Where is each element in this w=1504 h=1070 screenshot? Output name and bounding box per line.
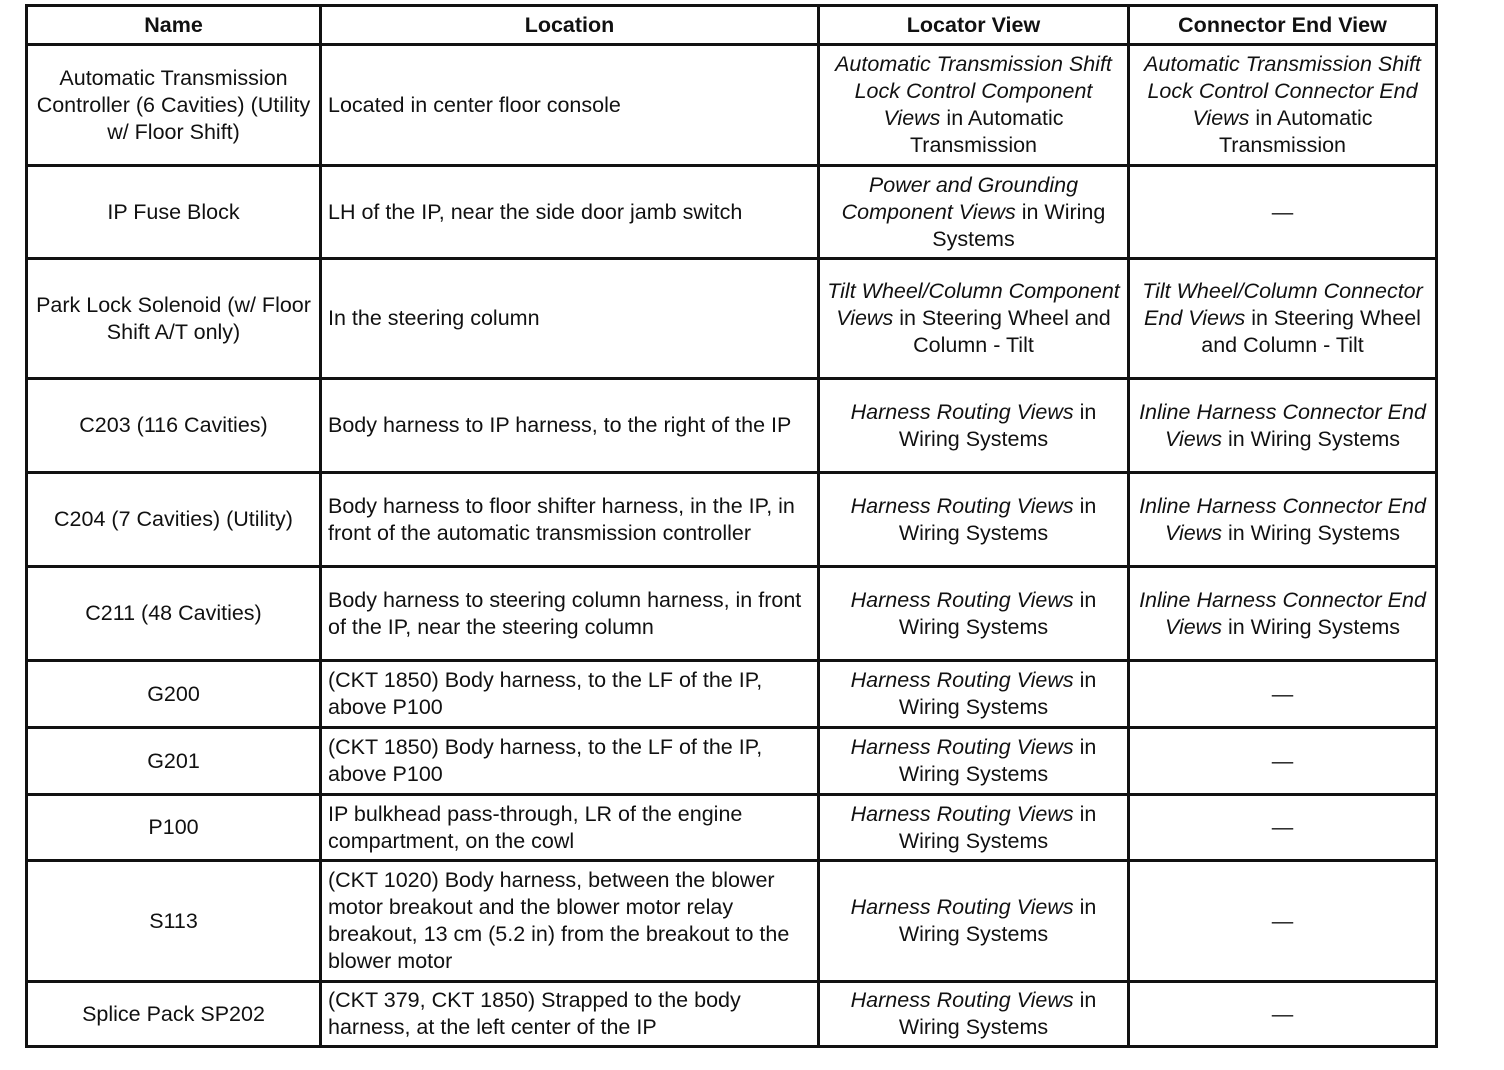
cell-name: C211 (48 Cavities) <box>27 567 321 661</box>
locator-view-section: in Steering Wheel and Column - Tilt <box>893 306 1111 357</box>
table-row <box>27 379 1437 473</box>
table-row <box>27 45 1437 166</box>
cell-connector-end-view <box>1129 567 1437 661</box>
connector-view-section: — <box>1271 815 1294 839</box>
cell-location: Located in center floor console <box>321 45 819 166</box>
connector-view-section: in Wiring Systems <box>1221 520 1400 545</box>
table-row <box>27 259 1437 379</box>
table-row <box>27 861 1437 982</box>
locator-view-title: Harness Routing Views <box>850 801 1074 826</box>
cell-location: (CKT 379, CKT 1850) Strapped to the body harness, at the left center of the IP <box>321 982 819 1047</box>
connector-view-title: Automatic Transmission Shift Lock Control Connector End Views <box>1144 52 1421 130</box>
cell-connector-end-view <box>1129 259 1437 379</box>
locator-view-section: in Wiring Systems <box>898 735 1097 786</box>
cell-locator-view <box>819 795 1129 861</box>
cell-location: LH of the IP, near the side door jamb switch <box>321 166 819 259</box>
header-name: Name <box>27 6 321 45</box>
connector-view-title: Inline Harness Connector End Views <box>1139 493 1426 545</box>
cell-connector-end-view <box>1129 379 1437 473</box>
cell-locator-view <box>819 259 1129 379</box>
connector-view-section: in Wiring Systems <box>1221 614 1400 639</box>
cell-locator-view <box>819 45 1129 166</box>
connector-view-section: — <box>1271 681 1294 706</box>
locator-view-section: in Wiring Systems <box>898 587 1097 639</box>
cell-locator-view <box>819 982 1129 1047</box>
cell-name: G201 <box>27 728 321 795</box>
locator-view-section: in Wiring Systems <box>932 199 1106 251</box>
cell-connector-end-view <box>1129 982 1437 1047</box>
table-row <box>27 728 1437 795</box>
cell-name: G200 <box>27 661 321 728</box>
locator-view-title: Harness Routing Views <box>850 988 1074 1012</box>
connector-view-title: Inline Harness Connector End Views <box>1139 399 1426 451</box>
cell-name: IP Fuse Block <box>27 166 321 259</box>
connector-view-section: — <box>1271 748 1294 773</box>
cell-locator-view <box>819 166 1129 259</box>
cell-connector-end-view <box>1129 661 1437 728</box>
cell-name: S113 <box>27 861 321 982</box>
cell-connector-end-view <box>1129 861 1437 982</box>
locator-view-title: Harness Routing Views <box>850 399 1074 424</box>
locator-view-title: Tilt Wheel/Column Component Views <box>827 279 1120 330</box>
cell-connector-end-view <box>1129 473 1437 567</box>
component-locator-table <box>25 4 1438 1048</box>
cell-locator-view <box>819 861 1129 982</box>
connector-view-section: in Wiring Systems <box>1221 426 1400 451</box>
cell-location: Body harness to IP harness, to the right of the IP <box>321 379 819 473</box>
cell-location: In the steering column <box>321 259 819 379</box>
table-row <box>27 567 1437 661</box>
locator-view-section: in Wiring Systems <box>898 399 1097 451</box>
cell-name: C203 (116 Cavities) <box>27 379 321 473</box>
cell-location: (CKT 1020) Body harness, between the blower motor breakout and the blower motor relay breakout, 13 cm (5.2 in) from the breakout to the blower motor <box>321 861 819 982</box>
cell-locator-view <box>819 661 1129 728</box>
cell-location: Body harness to floor shifter harness, in the IP, in front of the automatic transmission controller <box>321 473 819 567</box>
cell-name: Splice Pack SP202 <box>27 982 321 1047</box>
locator-view-title: Automatic Transmission Shift Lock Control Component Views <box>835 52 1112 130</box>
cell-location: Body harness to steering column harness, in front of the IP, near the steering column <box>321 567 819 661</box>
connector-view-title: Inline Harness Connector End Views <box>1139 587 1426 639</box>
cell-location: (CKT 1850) Body harness, to the LF of the IP, above P100 <box>321 728 819 795</box>
locator-view-title: Harness Routing Views <box>850 895 1074 919</box>
cell-locator-view <box>819 567 1129 661</box>
locator-view-title: Harness Routing Views <box>850 735 1074 759</box>
locator-view-section: in Wiring Systems <box>898 668 1097 719</box>
cell-location: (CKT 1850) Body harness, to the LF of the IP, above P100 <box>321 661 819 728</box>
connector-view-section: in Steering Wheel and Column - Tilt <box>1201 306 1421 357</box>
table-row <box>27 473 1437 567</box>
cell-name: Automatic Transmission Controller (6 Cavities) (Utility w/ Floor Shift) <box>27 45 321 166</box>
header-row <box>27 6 1437 45</box>
connector-view-section: — <box>1271 908 1294 933</box>
connector-view-section: — <box>1271 1001 1294 1026</box>
cell-name: Park Lock Solenoid (w/ Floor Shift A/T only) <box>27 259 321 379</box>
header-locator-view: Locator View <box>819 6 1129 45</box>
cell-locator-view <box>819 379 1129 473</box>
cell-connector-end-view <box>1129 166 1437 259</box>
cell-name: P100 <box>27 795 321 861</box>
locator-view-section: in Wiring Systems <box>898 988 1097 1039</box>
cell-locator-view <box>819 473 1129 567</box>
cell-connector-end-view <box>1129 728 1437 795</box>
cell-connector-end-view <box>1129 795 1437 861</box>
table-row <box>27 166 1437 259</box>
locator-view-section: in Wiring Systems <box>898 801 1097 853</box>
locator-view-section: in Wiring Systems <box>898 895 1097 946</box>
connector-view-section: — <box>1271 199 1294 224</box>
locator-view-title: Harness Routing Views <box>850 668 1074 692</box>
cell-locator-view <box>819 728 1129 795</box>
cell-location: IP bulkhead pass-through, LR of the engine compartment, on the cowl <box>321 795 819 861</box>
table-row <box>27 795 1437 861</box>
locator-view-title: Harness Routing Views <box>850 587 1074 612</box>
locator-view-title: Harness Routing Views <box>850 493 1074 518</box>
connector-view-title: Tilt Wheel/Column Connector End Views <box>1142 279 1423 330</box>
locator-view-section: in Automatic Transmission <box>909 106 1064 157</box>
header-connector-end-view: Connector End View <box>1129 6 1437 45</box>
locator-view-title: Power and Grounding Component Views <box>841 172 1079 224</box>
locator-view-section: in Wiring Systems <box>898 493 1097 545</box>
table-row <box>27 982 1437 1047</box>
connector-view-section: in Automatic Transmission <box>1218 106 1373 157</box>
header-location: Location <box>321 6 819 45</box>
cell-name: C204 (7 Cavities) (Utility) <box>27 473 321 567</box>
cell-connector-end-view <box>1129 45 1437 166</box>
table-row <box>27 661 1437 728</box>
